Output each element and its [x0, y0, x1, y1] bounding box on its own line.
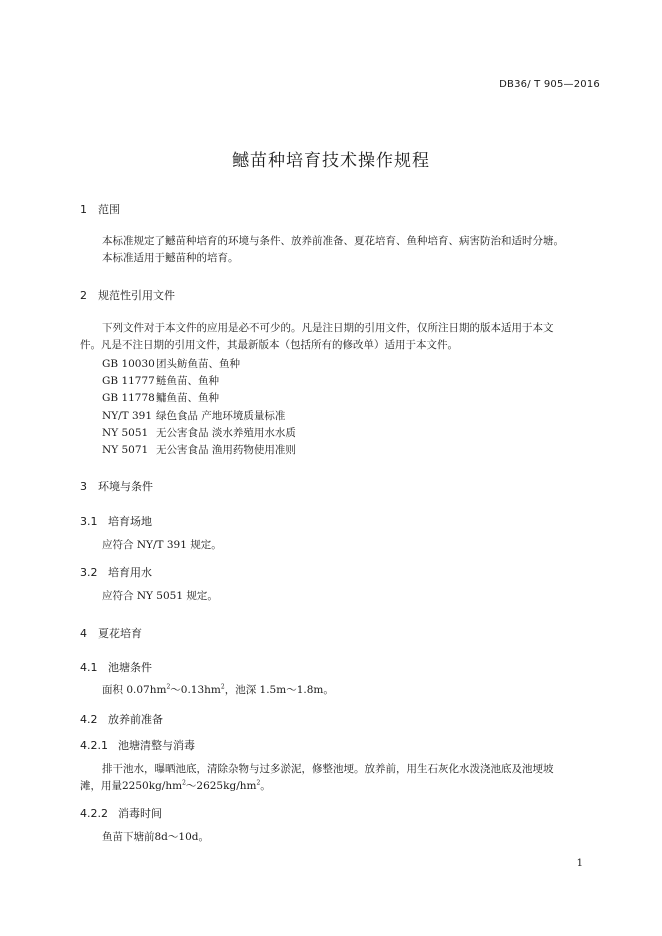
superscript: 2: [166, 683, 171, 691]
section-title: 放养前准备: [108, 713, 163, 726]
text-run: 滩，用量2250kg/hm: [80, 780, 183, 792]
section-title: 范围: [98, 203, 120, 216]
text-run: 。: [260, 780, 271, 792]
section-number: 3.1: [80, 515, 98, 528]
section-4-2-2-heading: [80, 805, 162, 821]
superscript: 2: [182, 779, 186, 787]
section-number: 1: [80, 203, 87, 216]
reference-name: 团头鲂鱼苗、鱼种: [156, 358, 240, 370]
section-title: 消毒时间: [118, 807, 162, 820]
paragraph: 本标准适用于鳡苗种的培育。: [102, 252, 239, 264]
paragraph: 下列文件对于本文件的应用是必不可少的。凡是注日期的引用文件，仅所注日期的版本适用于本文: [102, 322, 554, 334]
section-title: 池塘清整与消毒: [118, 739, 195, 752]
text-run: 面积 0.07hm: [102, 684, 167, 696]
section-title: 夏花培育: [98, 627, 142, 640]
section-4-heading: [80, 625, 142, 641]
paragraph: 应符合 NY/T 391 规定。: [102, 539, 222, 551]
superscript: 2: [220, 683, 225, 691]
section-4-1-heading: [80, 659, 152, 675]
reference-name: 鲢鱼苗、鱼种: [156, 375, 219, 387]
paragraph: 应符合 NY 5051 规定。: [102, 590, 218, 602]
section-1-heading: [80, 201, 120, 217]
reference-name: 无公害食品 淡水养殖用水水质: [156, 427, 296, 439]
section-4-2-heading: [80, 711, 163, 727]
reference-name: 绿色食品 产地环境质量标准: [156, 410, 286, 422]
section-title: 池塘条件: [108, 661, 152, 674]
superscript: 2: [256, 779, 261, 787]
section-number: 3: [80, 480, 87, 493]
section-title: 培育用水: [108, 566, 152, 579]
paragraph: 排干池水，曝晒池底，清除杂物与过多淤泥，修整池埂。放养前，用生石灰化水泼浇池底及池埂坡: [102, 763, 554, 775]
reference-item: [102, 408, 285, 423]
reference-name: 无公害食品 渔用药物使用准则: [156, 444, 296, 456]
section-2-heading: [80, 287, 175, 303]
section-number: 3.2: [80, 566, 98, 579]
section-3-heading: [80, 478, 153, 494]
text-run: ，池深 1.5m～1.8m。: [224, 684, 334, 696]
reference-code: NY/T 391: [102, 410, 153, 422]
reference-code: GB 11778: [102, 392, 155, 404]
reference-item: [102, 425, 296, 440]
text-run: ～2625kg/hm: [185, 780, 257, 792]
standard-code: DB36/ T 905—2016: [499, 79, 600, 90]
page-number: 1: [576, 858, 583, 869]
section-number: 4: [80, 627, 87, 640]
paragraph: 本标准规定了鳡苗种培育的环境与条件、放养前准备、夏花培育、鱼种培育、病害防治和适时分塘。: [102, 235, 564, 247]
section-number: 2: [80, 289, 87, 302]
section-3-2-heading: [80, 564, 152, 580]
section-number: 4.1: [80, 661, 98, 674]
reference-name: 鳙鱼苗、鱼种: [156, 392, 219, 404]
section-title: 规范性引用文件: [98, 289, 175, 302]
document-title: 鳡苗种培育技术操作规程: [232, 151, 430, 171]
text-run: ～0.13hm: [170, 684, 221, 696]
reference-item: [102, 442, 296, 457]
section-number: 4.2: [80, 713, 98, 726]
paragraph: 鱼苗下塘前8d～10d。: [102, 831, 209, 843]
paragraph: [102, 682, 334, 699]
section-3-1-heading: [80, 513, 152, 529]
paragraph: [80, 778, 271, 795]
section-4-2-1-heading: [80, 737, 195, 753]
section-title: 环境与条件: [98, 480, 153, 493]
reference-code: NY 5071: [102, 444, 149, 456]
reference-item: [102, 373, 219, 388]
reference-item: [102, 356, 240, 371]
reference-item: [102, 390, 219, 405]
section-title: 培育场地: [108, 515, 152, 528]
section-number: 4.2.1: [80, 739, 108, 752]
section-number: 4.2.2: [80, 807, 108, 820]
reference-code: GB 11777: [102, 375, 155, 387]
reference-code: NY 5051: [102, 427, 149, 439]
reference-code: GB 10030: [102, 358, 155, 370]
paragraph: 件。凡是不注日期的引用文件，其最新版本（包括所有的修改单）适用于本文件。: [80, 339, 458, 351]
